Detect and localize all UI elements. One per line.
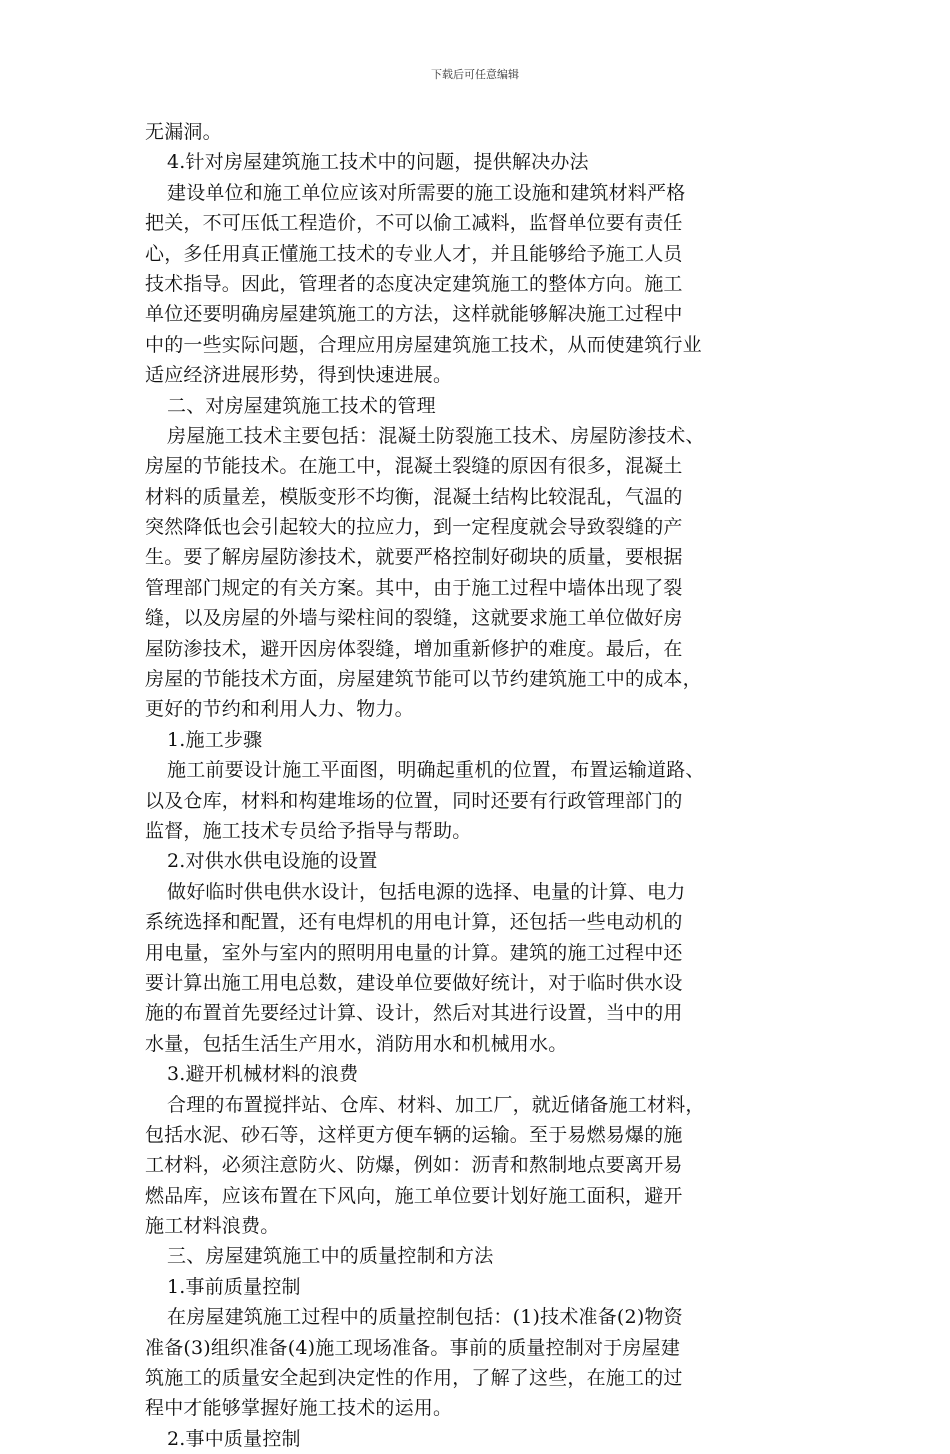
text-line: 用电量，室外与室内的照明用电量的计算。建筑的施工过程中还 <box>145 941 683 964</box>
text-line: 包括水泥、砂石等，这样更方便车辆的运输。至于易燃易爆的施 <box>145 1123 683 1146</box>
text-line: 无漏洞。 <box>145 121 222 143</box>
text-line: 三、房屋建筑施工中的质量控制和方法 <box>167 1245 494 1268</box>
text-line: 工材料，必须注意防火、防爆，例如：沥青和熬制地点要离开易 <box>145 1154 683 1177</box>
text-line: 要计算出施工用电总数，建设单位要做好统计，对于临时供水设 <box>145 971 683 994</box>
text-line: 准备(3)组织准备(4)施工现场准备。事前的质量控制对于房屋建 <box>145 1336 681 1359</box>
text-line: 2.对供水供电设施的设置 <box>167 850 378 873</box>
page-header: 下载后可任意编辑 <box>431 68 519 81</box>
text-line: 程中才能够掌握好施工技术的运用。 <box>145 1397 453 1420</box>
text-line: 缝，以及房屋的外墙与梁柱间的裂缝，这就要求施工单位做好房 <box>145 607 683 630</box>
text-line: 2.事中质量控制 <box>167 1427 301 1450</box>
text-line: 4.针对房屋建筑施工技术中的问题，提供解决办法 <box>167 151 589 174</box>
text-line: 筑施工的质量安全起到决定性的作用，了解了这些，在施工的过 <box>145 1367 683 1390</box>
text-line: 施的布置首先要经过计算、设计，然后对其进行设置，当中的用 <box>145 1002 683 1025</box>
text-line: 建设单位和施工单位应该对所需要的施工设施和建筑材料严格 <box>167 181 686 204</box>
text-line: 1.事前质量控制 <box>167 1275 301 1298</box>
text-line: 房屋施工技术主要包括：混凝土防裂施工技术、房屋防渗技术、 <box>167 424 705 447</box>
text-line: 以及仓库，材料和构建堆场的位置，同时还要有行政管理部门的 <box>145 789 683 812</box>
text-line: 房屋的节能技术方面，房屋建筑节能可以节约建筑施工中的成本， <box>145 668 702 691</box>
document-body <box>145 117 785 1454</box>
text-line: 施工前要设计施工平面图，明确起重机的位置，布置运输道路、 <box>167 759 705 782</box>
text-line: 房屋的节能技术。在施工中，混凝土裂缝的原因有很多，混凝土 <box>145 455 683 478</box>
text-line: 心，多任用真正懂施工技术的专业人才，并且能够给予施工人员 <box>145 242 683 265</box>
text-line: 3.避开机械材料的浪费 <box>167 1063 359 1086</box>
text-line: 中的一些实际问题，合理应用房屋建筑施工技术，从而使建筑行业 <box>145 333 702 356</box>
text-line: 监督，施工技术专员给予指导与帮助。 <box>145 819 472 842</box>
text-line: 燃品库，应该布置在下风向，施工单位要计划好施工面积，避开 <box>145 1184 683 1207</box>
text-line: 更好的节约和利用人力、物力。 <box>145 698 414 721</box>
text-line: 在房屋建筑施工过程中的质量控制包括：(1)技术准备(2)物资 <box>167 1306 683 1329</box>
text-line: 系统选择和配置，还有电焊机的用电计算，还包括一些电动机的 <box>145 911 683 934</box>
text-line: 生。要了解房屋防渗技术，就要严格控制好砌块的质量，要根据 <box>145 546 683 569</box>
text-line: 1.施工步骤 <box>167 728 263 751</box>
text-line: 施工材料浪费。 <box>145 1215 280 1238</box>
text-line: 适应经济进展形势，得到快速进展。 <box>145 364 453 387</box>
text-line: 二、对房屋建筑施工技术的管理 <box>167 394 436 417</box>
text-line: 材料的质量差，模版变形不均衡，混凝土结构比较混乱，气温的 <box>145 485 683 508</box>
text-line: 屋防渗技术，避开因房体裂缝，增加重新修护的难度。最后，在 <box>145 637 683 660</box>
text-line: 水量，包括生活生产用水，消防用水和机械用水。 <box>145 1032 568 1055</box>
text-line: 突然降低也会引起较大的拉应力，到一定程度就会导致裂缝的产 <box>145 516 683 539</box>
text-line: 把关，不可压低工程造价，不可以偷工减料，监督单位要有责任 <box>145 212 683 235</box>
text-line: 技术指导。因此，管理者的态度决定建筑施工的整体方向。施工 <box>145 272 683 295</box>
text-line: 合理的布置搅拌站、仓库、材料、加工厂，就近储备施工材料， <box>167 1093 705 1116</box>
text-line: 单位还要明确房屋建筑施工的方法，这样就能够解决施工过程中 <box>145 303 683 326</box>
text-line: 做好临时供电供水设计，包括电源的选择、电量的计算、电力 <box>167 880 686 903</box>
text-line: 管理部门规定的有关方案。其中，由于施工过程中墙体出现了裂 <box>145 576 683 599</box>
